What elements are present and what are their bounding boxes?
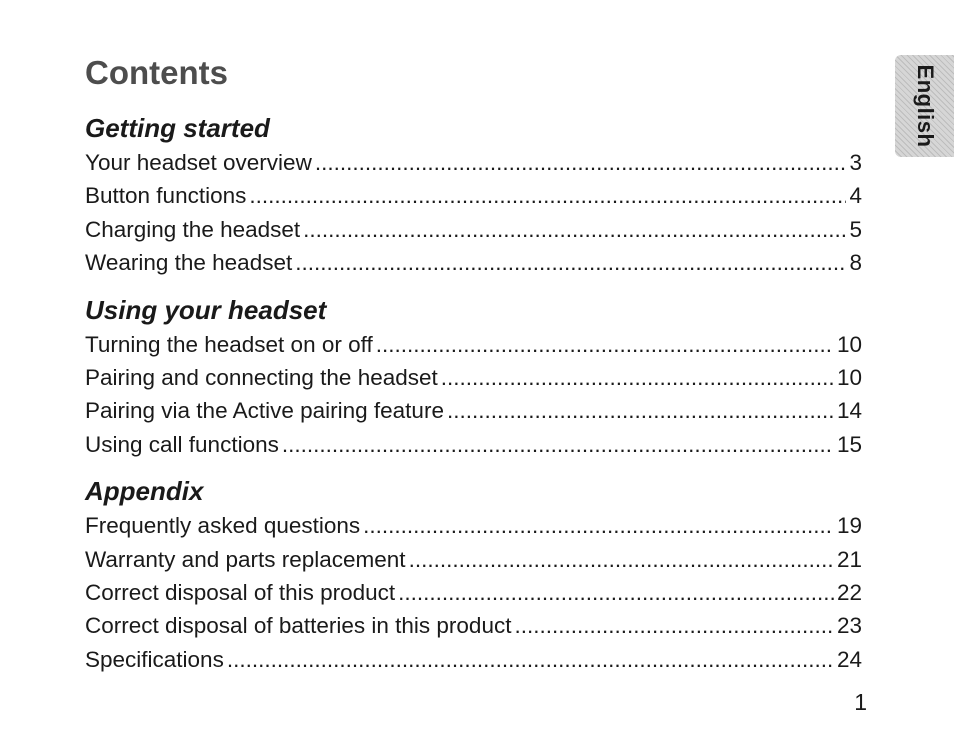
- toc-entry-title: Correct disposal of batteries in this product: [85, 613, 512, 639]
- toc-entry[interactable]: [85, 509, 862, 542]
- toc-entry-title: Warranty and parts replacement: [85, 546, 406, 572]
- toc-entry-title: Your headset overview: [85, 150, 312, 175]
- toc-entry-page: 4: [849, 183, 862, 209]
- dot-leader: [398, 576, 834, 609]
- dot-leader: [303, 213, 846, 246]
- toc-entry-title: Using call functions: [85, 431, 279, 457]
- toc-entry-page: 15: [836, 431, 862, 457]
- toc-entry-title: Charging the headset: [85, 216, 301, 242]
- toc-entry-title: Pairing and connecting the headset: [85, 364, 438, 390]
- toc-entry-title: Button functions: [85, 183, 247, 209]
- toc-entry[interactable]: [85, 543, 862, 576]
- toc-entry-page: 10: [836, 331, 862, 357]
- dot-leader: [441, 361, 834, 394]
- toc-entry-title: Correct disposal of this product: [85, 579, 396, 605]
- dot-leader: [363, 509, 834, 542]
- dot-leader: [315, 146, 847, 179]
- toc-entry[interactable]: [85, 146, 862, 179]
- toc-entry[interactable]: [85, 576, 862, 609]
- toc-entry[interactable]: [85, 328, 862, 361]
- toc-entry-page: 23: [836, 613, 862, 639]
- dot-leader: [282, 428, 834, 461]
- toc-entry-page: 3: [849, 150, 862, 175]
- toc-entry-page: 10: [836, 364, 862, 390]
- page-title: Contents: [85, 54, 228, 91]
- toc-entry-title: Wearing the headset: [85, 250, 293, 276]
- toc-entry-title: Frequently asked questions: [85, 513, 361, 539]
- dot-leader: [295, 246, 846, 279]
- language-tab-label: English: [912, 64, 938, 148]
- toc-entry-page: 21: [836, 546, 862, 572]
- toc-entry[interactable]: [85, 643, 862, 676]
- section-heading: Getting started: [85, 113, 270, 143]
- section-heading: Using your headset: [85, 294, 327, 325]
- toc-section-appendix: [85, 473, 862, 676]
- dot-leader: [447, 394, 834, 427]
- table-of-contents: [85, 110, 862, 688]
- toc-entry[interactable]: [85, 428, 862, 461]
- dot-leader: [376, 328, 834, 361]
- toc-entry[interactable]: [85, 213, 862, 246]
- toc-entry[interactable]: [85, 246, 862, 279]
- toc-entry-page: 8: [849, 250, 862, 276]
- toc-entry-page: 5: [849, 216, 862, 242]
- page-number: 1: [854, 689, 867, 715]
- dot-leader: [409, 543, 834, 576]
- toc-entry-page: 22: [836, 579, 862, 605]
- toc-entry-title: Pairing via the Active pairing feature: [85, 398, 444, 424]
- dot-leader: [227, 643, 834, 676]
- toc-entry-page: 19: [836, 513, 862, 539]
- toc-entry-title: Specifications: [85, 646, 224, 672]
- toc-entry-page: 14: [836, 398, 862, 424]
- toc-entry[interactable]: [85, 179, 862, 212]
- toc-section-getting-started: [85, 110, 862, 280]
- language-tab: [895, 55, 954, 157]
- toc-section-using-your-headset: [85, 292, 862, 462]
- toc-entry[interactable]: [85, 609, 862, 642]
- dot-leader: [249, 179, 846, 212]
- toc-entry-title: Turning the headset on or off: [85, 331, 373, 357]
- dot-leader: [514, 609, 834, 642]
- toc-entry[interactable]: [85, 361, 862, 394]
- toc-entry-page: 24: [836, 646, 862, 672]
- section-heading: Appendix: [85, 476, 204, 507]
- toc-entry[interactable]: [85, 394, 862, 427]
